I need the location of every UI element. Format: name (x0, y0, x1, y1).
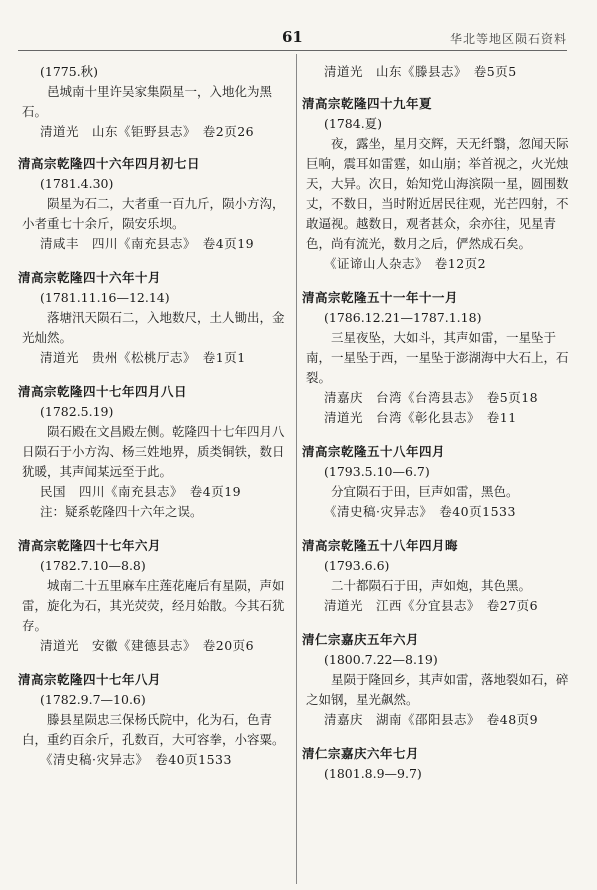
page-header (0, 28, 597, 50)
entry-date: (1800.7.22—8.19) (324, 652, 438, 667)
entry-text: 陨星为石二，大者重一百九斤，陨小方沟，小者重七十余斤，陨安乐坝。 (22, 196, 285, 231)
entry-date: (1782.5.19) (40, 404, 114, 419)
entry-text: 邑城南十里许吴家集陨星一，入地化为黑石。 (22, 84, 273, 119)
entry-source: 清道光 安徽《建德县志》 卷20页6 (40, 638, 255, 653)
running-head: 华北等地区陨石资料 (449, 32, 567, 46)
entry-source: 清嘉庆 湖南《邵阳县志》 卷48页9 (324, 712, 539, 727)
entry-text: 落塘汛天陨石二，入地数尺，土人锄出，金光灿然。 (22, 310, 285, 345)
continued-entry (306, 62, 574, 82)
entry-source: 清道光 江西《分宜县志》 卷27页6 (324, 598, 539, 613)
entry-date: (1782.7.10—8.8) (40, 558, 146, 573)
entry-text: 二十都陨石于田，声如炮，其色黑。 (331, 578, 532, 593)
page-number: 61 (282, 28, 303, 46)
record-entry (18, 154, 290, 254)
left-column (18, 62, 290, 784)
entry-heading: 清高宗乾隆四十七年四月八日 (18, 384, 188, 399)
record-entry (302, 94, 574, 274)
entry-date: (1781.11.16—12.14) (40, 290, 170, 305)
entry-text: 星陨于隆回乡，其声如雷，落地裂如石，碎之如钢，星光飙然。 (306, 672, 569, 707)
record-entry (302, 442, 574, 522)
record-entry (18, 382, 290, 522)
entry-date: (1784.夏) (324, 116, 383, 131)
entry-heading: 清高宗乾隆四十六年十月 (18, 270, 162, 285)
entry-heading: 清仁宗嘉庆六年七月 (302, 746, 420, 761)
column-divider (296, 54, 297, 884)
record-entry (18, 536, 290, 656)
record-entry (302, 630, 574, 730)
entry-text: 陨石殿在文昌殿左侧。乾隆四十七年四月八日陨石于小方沟、杨三姓地界，质类铜铁，数日犹暖，其声闻某远至于此。 (22, 424, 285, 479)
entry-heading: 清高宗乾隆五十八年四月晦 (302, 538, 459, 553)
entry-heading: 清高宗乾隆五十八年四月 (302, 444, 446, 459)
entry-source: 清道光 贵州《松桃厅志》 卷1页1 (40, 350, 246, 365)
entry-text: 夜，露坐，星月交辉，天无纤翳，忽闻天际巨响，震耳如雷霆，如山崩；举首视之，火光烛天，大异。次日，始知党山海滨陨一星，圆围数丈，不数日，当时附近居民往观，光芒四射，不敢逼视。越数日，观者甚众，余亦往，见星青色，尚有流光，数月之后，俨然成石矣。 (306, 136, 569, 251)
record-entry (302, 744, 574, 784)
record-entry (302, 536, 574, 616)
continued-entry (22, 62, 290, 142)
entry-text: 分宜陨石于田，巨声如雷，黑色。 (331, 484, 519, 499)
entry-source: 清道光 台湾《彰化县志》 卷11 (324, 410, 517, 425)
entry-heading: 清高宗乾隆四十七年八月 (18, 672, 162, 687)
entry-text: 城南二十五里麻车庄莲花庵后有星陨，声如雷，旋化为石，其光荧荧，经月始散。今其石犹存。 (22, 578, 285, 633)
entry-source: 清道光 山东《滕县志》 卷5页5 (324, 64, 517, 79)
entry-date: (1793.5.10—6.7) (324, 464, 430, 479)
entry-source: 清道光 山东《钜野县志》 卷2页26 (40, 124, 255, 139)
entry-date: (1801.8.9—9.7) (324, 766, 422, 781)
entry-text: 三星夜坠，大如斗，其声如雷，一星坠于南，一星坠于西，一星坠于澎湖海中大石上，石裂。 (306, 330, 569, 385)
entry-source: 《清史稿·灾异志》 卷40页1533 (40, 752, 232, 767)
record-entry (18, 268, 290, 368)
entry-date: (1782.9.7—10.6) (40, 692, 146, 707)
entry-date: (1793.6.6) (324, 558, 390, 573)
entry-note: 注：疑系乾隆四十六年之误。 (40, 504, 203, 519)
entry-heading: 清高宗乾隆四十六年四月初七日 (18, 156, 201, 171)
entry-source: 民国 四川《南充县志》 卷4页19 (40, 484, 242, 499)
entry-source: 清咸丰 四川《南充县志》 卷4页19 (40, 236, 255, 251)
entry-source: 清嘉庆 台湾《台湾县志》 卷5页18 (324, 390, 539, 405)
entry-date: (1786.12.21—1787.1.18) (324, 310, 482, 325)
entry-heading: 清仁宗嘉庆五年六月 (302, 632, 420, 647)
entry-heading: 清高宗乾隆五十一年十一月 (302, 290, 459, 305)
record-entry (18, 670, 290, 770)
entry-text: 滕县星陨忠三保杨氏院中，化为石，色青白，重约百余斤，孔数百，大可容拳，小容粟。 (22, 712, 285, 747)
entry-source: 《清史稿·灾异志》 卷40页1533 (324, 504, 516, 519)
right-column (302, 62, 574, 798)
entry-heading: 清高宗乾隆四十七年六月 (18, 538, 162, 553)
entry-source: 《证谛山人杂志》 卷12页2 (324, 256, 487, 271)
record-entry (302, 288, 574, 428)
header-rule (18, 50, 567, 51)
entry-date: (1781.4.30) (40, 176, 114, 191)
entry-date: (1775.秋) (40, 64, 99, 79)
entry-heading: 清高宗乾隆四十九年夏 (302, 96, 433, 111)
